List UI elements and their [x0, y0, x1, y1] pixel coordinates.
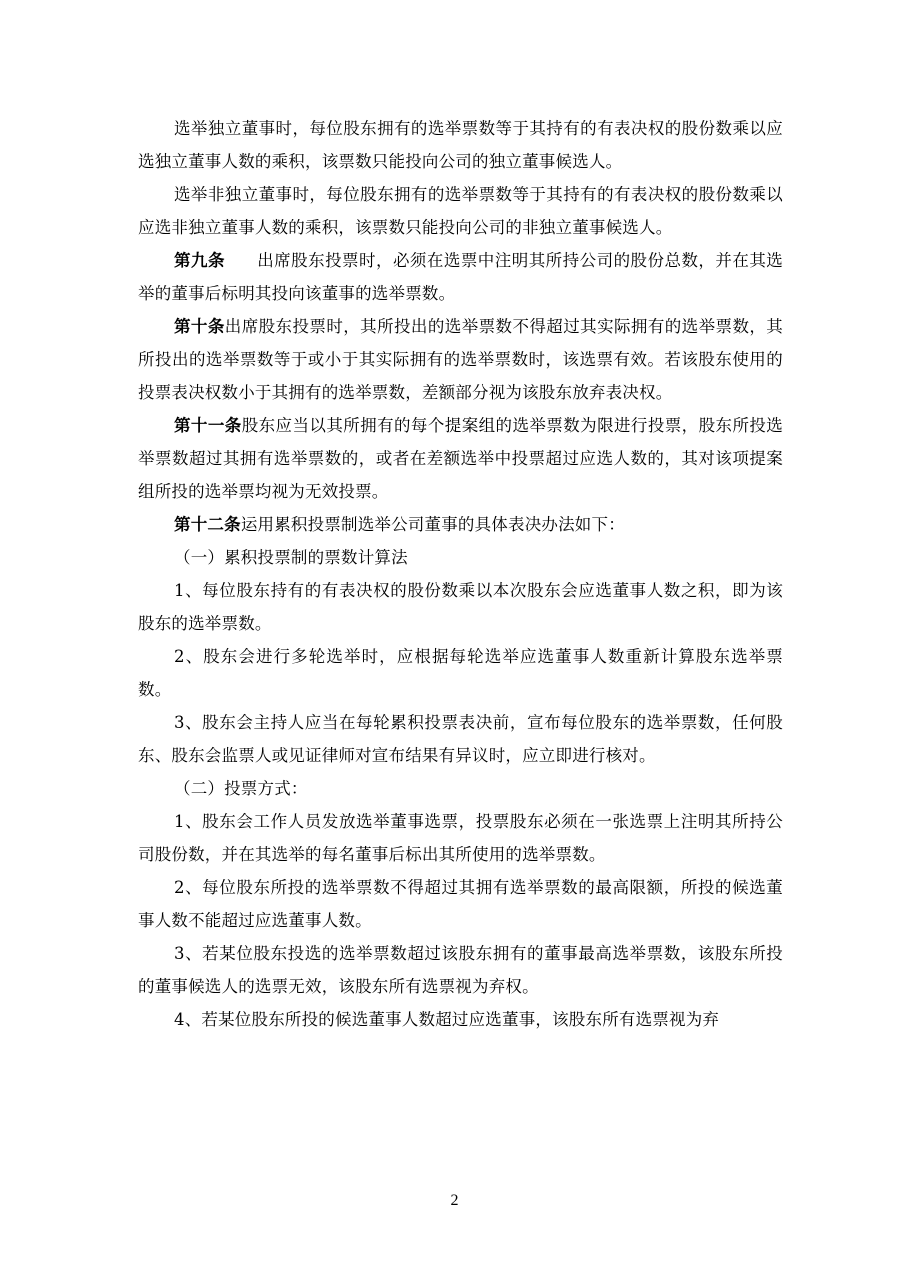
paragraph-text: 出席股东投票时，必须在选票中注明其所持公司的股份总数，并在其选举的董事后标明其投向该董事的选举票数。: [138, 251, 783, 303]
paragraph-text: 3、股东会主持人应当在每轮累积投票表决前，宣布每位股东的选举票数，任何股东、股东会监票人或见证律师对宣布结果有异议时，应立即进行核对。: [138, 713, 783, 765]
section-heading: [138, 772, 783, 805]
article-heading: 第十一条: [174, 416, 242, 435]
list-item: [138, 871, 783, 937]
paragraph-text: 3、若某位股东投选的选举票数超过该股东拥有的董事最高选举票数，该股东所投的董事候选人的选票无效，该股东所有选票视为弃权。: [138, 944, 783, 996]
list-item: [138, 805, 783, 871]
paragraph: [138, 112, 783, 178]
paragraph-text: 1、每位股东持有的有表决权的股份数乘以本次股东会应选董事人数之积，即为该股东的选举票数。: [138, 581, 783, 633]
paragraph-text: 2、每位股东所投的选举票数不得超过其拥有选举票数的最高限额，所投的候选董事人数不能超过应选董事人数。: [138, 878, 783, 930]
list-item: [138, 640, 783, 706]
paragraph-text: 4、若某位股东所投的候选董事人数超过应选董事，该股东所有选票视为弃: [174, 1010, 720, 1029]
paragraph-text: 出席股东投票时，其所投出的选举票数不得超过其实际拥有的选举票数，其所投出的选举票数等于或小于其实际拥有的选举票数时，该选票有效。若该股东使用的投票表决权数小于其拥有的选举票数，差额部分视为该股东放弃表决权。: [138, 317, 783, 402]
section-heading: [138, 541, 783, 574]
article-heading: 第九条: [174, 251, 225, 270]
paragraph-text: 选举非独立董事时，每位股东拥有的选举票数等于其持有的有表决权的股份数乘以应选非独立董事人数的乘积，该票数只能投向公司的非独立董事候选人。: [138, 185, 783, 237]
list-item: [138, 706, 783, 772]
article-heading: 第十二条: [174, 515, 241, 534]
document-body: [138, 112, 783, 1036]
list-item: [138, 574, 783, 640]
paragraph-text: 选举独立董事时，每位股东拥有的选举票数等于其持有的有表决权的股份数乘以应选独立董事人数的乘积，该票数只能投向公司的独立董事候选人。: [138, 119, 783, 171]
article-heading: 第十条: [174, 317, 225, 336]
paragraph-text: （二）投票方式：: [174, 779, 308, 798]
list-item: [138, 937, 783, 1003]
paragraph-text: 运用累积投票制选举公司董事的具体表决办法如下：: [240, 515, 625, 534]
page-number: 2: [450, 1192, 459, 1209]
paragraph-text: 2、股东会进行多轮选举时，应根据每轮选举应选董事人数重新计算股东选举票数。: [138, 647, 783, 699]
paragraph-text: （一）累积投票制的票数计算法: [174, 548, 408, 567]
paragraph: [138, 178, 783, 244]
article-paragraph: [138, 409, 783, 508]
article-paragraph: [138, 310, 783, 409]
paragraph-text: 股东应当以其所拥有的每个提案组的选举票数为限进行投票，股东所投选举票数超过其拥有选举票数的，或者在差额选举中投票超过应选人数的，其对该项提案组所投的选举票均视为无效投票。: [138, 416, 783, 501]
list-item: [138, 1003, 783, 1036]
paragraph-text: 1、股东会工作人员发放选举董事选票，投票股东必须在一张选票上注明其所持公司股份数，并在其选举的每名董事后标出其所使用的选举票数。: [138, 812, 783, 864]
article-paragraph: [138, 508, 783, 541]
article-paragraph: [138, 244, 783, 310]
